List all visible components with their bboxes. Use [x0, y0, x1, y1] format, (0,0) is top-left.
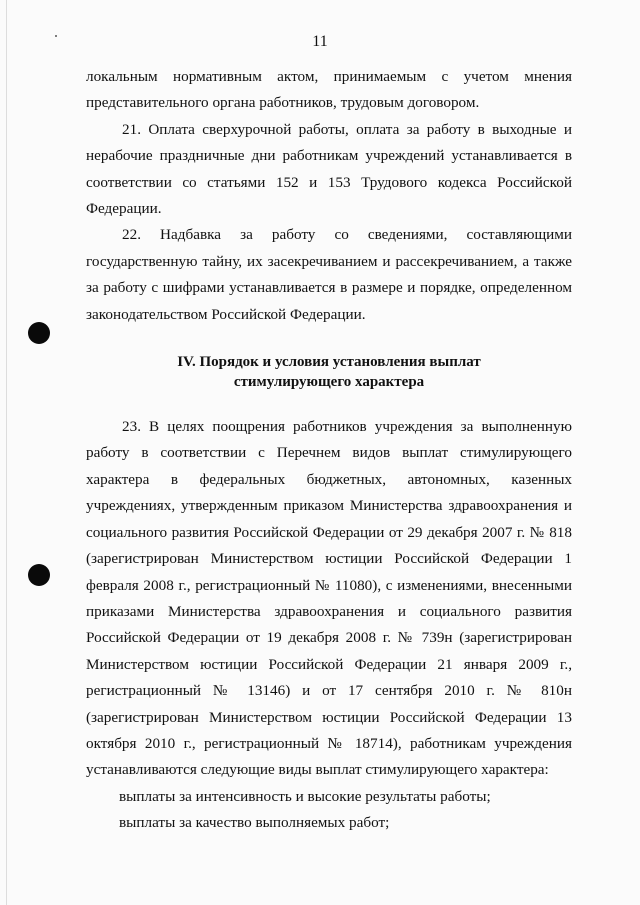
- section-heading-line-1: IV. Порядок и условия установления выплат: [177, 354, 481, 371]
- punch-hole: [28, 564, 50, 586]
- section-heading-line-2: стимулирующего характера: [233, 374, 425, 391]
- document-body: [86, 64, 572, 837]
- punch-hole: [28, 322, 50, 344]
- paragraph-23: 23. В целях поощрения работников учреждения за выполненную работу в соответствии с Перечнем видов выплат стимулирующего характера в федеральных бюджетных, автономных, казенных учреждениях, утвержденным приказом Министерства здравоохранения и социального развития Российской Федерации от 29 декабря 2007 г. № 818 (зарегистрирован Министерством юстиции Российской Федерации 1 февраля 2008 г., регистрационный № 11080), с изменениями, внесенными приказами Министерства здравоохранения и социального развития Российской Федерации от 19 декабря 2008 г. № 739н (зарегистрирован Министерством юстиции Российской Федерации 21 января 2009 г., регистрационный № 13146) и от 17 сентября 2010 г. № 810н (зарегистрирован Министерством юстиции Российской Федерации 13 октября 2010 г., регистрационный № 18714), работникам учреждения устанавливаются следующие виды выплат стимулирующего характера:: [86, 418, 572, 779]
- list-item: выплаты за качество выполняемых работ;: [119, 814, 390, 832]
- page-edge: [6, 0, 7, 905]
- paragraph-22: 22. Надбавка за работу со сведениями, составляющими государственную тайну, их засекречиванием и рассекречиванием, а также за работу с шифрами устанавливается в размере и порядке, определенном законодательством Российской Федерации.: [86, 226, 572, 323]
- paragraph-21: 21. Оплата сверхурочной работы, оплата за работу в выходные и нерабочие праздничные дни работникам учреждений устанавливается в соответствии со статьями 152 и 153 Трудового кодекса Российской Федерации.: [86, 120, 572, 218]
- page-number: 11: [312, 33, 328, 50]
- list-item: выплаты за интенсивность и высокие результаты работы;: [119, 787, 491, 805]
- paragraph-continuation: локальным нормативным актом, принимаемым с учетом мнения представительного органа работников, трудовым договором.: [86, 68, 572, 112]
- section-heading: [86, 352, 572, 392]
